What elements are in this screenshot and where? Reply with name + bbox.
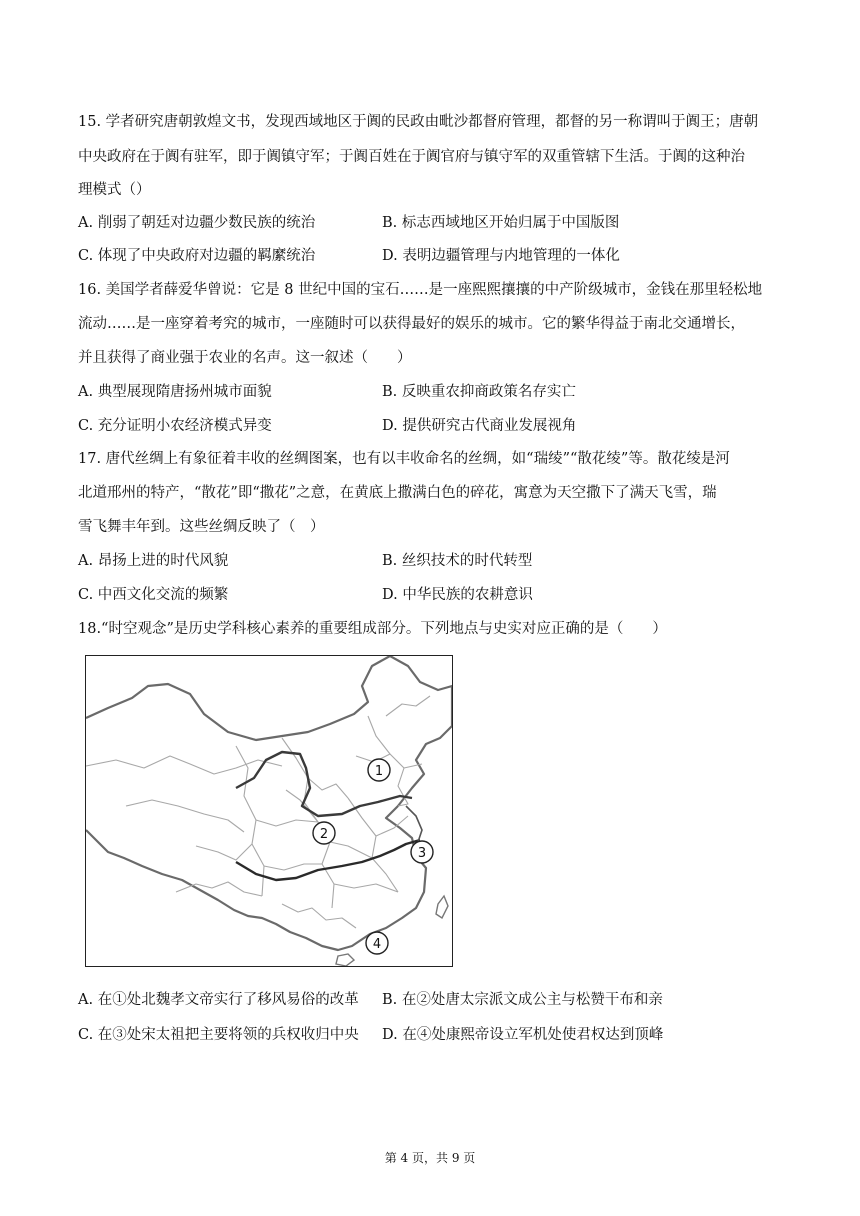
q18-option-d: D. 在④处康熙帝设立军机处使君权达到顶峰 <box>382 1027 664 1043</box>
svg-text:1: 1 <box>374 764 384 779</box>
q17-option-d: D. 中华民族的农耕意识 <box>382 587 533 603</box>
q16-option-c: C. 充分证明小农经济模式异变 <box>78 418 272 434</box>
q17-stem-line-1: 17. 唐代丝绸上有象征着丰收的丝绸图案，也有以丰收命名的丝绸，如“瑞绫”“散花绫”等。散花绫是河 <box>78 451 730 467</box>
q15-option-d: D. 表明边疆管理与内地管理的一体化 <box>382 248 620 264</box>
q16-stem-line-3: 并且获得了商业强于农业的名声。这一叙述（ ） <box>78 350 412 366</box>
page-footer: 第 4 页，共 9 页 <box>384 1151 476 1165</box>
q15-stem-line-2: 中央政府在于阗有驻军，即于阗镇守军；于阗百姓在于阗官府与镇守军的双重管辖下生活。于阗的这种治 <box>78 149 745 165</box>
marker-3 <box>411 841 433 863</box>
china-map-figure <box>85 655 453 967</box>
svg-text:4: 4 <box>372 937 382 952</box>
taiwan-island <box>436 896 448 918</box>
q15-option-b: B. 标志西域地区开始归属于中国版图 <box>382 215 620 231</box>
q17-stem-line-3: 雪飞舞丰年到。这些丝绸反映了（ ） <box>78 519 325 535</box>
q15-stem-line-3: 理模式（） <box>78 182 151 198</box>
q15-option-a: A. 削弱了朝廷对边疆少数民族的统治 <box>78 215 316 231</box>
q18-option-b: B. 在②处唐太宗派文成公主与松赞干布和亲 <box>382 992 663 1008</box>
q16-stem-line-2: 流动……是一座穿着考究的城市，一座随时可以获得最好的娱乐的城市。它的繁华得益于南北交通增长， <box>78 316 745 332</box>
q18-option-a: A. 在①处北魏孝文帝实行了移风易俗的改革 <box>78 992 359 1008</box>
china-outline-map <box>86 656 452 966</box>
q15-option-c: C. 体现了中央政府对边疆的羁縻统治 <box>78 248 316 264</box>
q17-stem-line-2: 北道邢州的特产，“散花”即“撒花”之意，在黄底上撒满白色的碎花，寓意为天空撒下了满天飞雪，瑞 <box>78 485 717 501</box>
q18-option-c: C. 在③处宋太祖把主要将领的兵权收归中央 <box>78 1027 359 1043</box>
svg-text:3: 3 <box>417 846 427 861</box>
marker-4 <box>366 932 388 954</box>
q16-stem-line-1: 16. 美国学者薛爱华曾说：它是 8 世纪中国的宝石……是一座熙熙攘攘的中产阶级城市，金钱在那里轻松地 <box>78 282 763 298</box>
q17-option-a: A. 昂扬上进的时代风貌 <box>78 553 229 569</box>
q15-stem-line-1: 15. 学者研究唐朝敦煌文书，发现西域地区于阗的民政由毗沙都督府管理，都督的另一称谓叫于阗王；唐朝 <box>78 114 759 130</box>
svg-text:2: 2 <box>319 827 329 842</box>
q17-option-c: C. 中西文化交流的频繁 <box>78 587 229 603</box>
q16-option-d: D. 提供研究古代商业发展视角 <box>382 418 577 434</box>
q17-option-b: B. 丝织技术的时代转型 <box>382 553 533 569</box>
q16-option-a: A. 典型展现隋唐扬州城市面貌 <box>78 384 272 400</box>
provincial-boundaries <box>86 696 430 928</box>
q18-stem: 18.“时空观念”是历史学科核心素养的重要组成部分。下列地点与史实对应正确的是（ ） <box>78 621 667 637</box>
marker-1 <box>368 759 390 781</box>
hainan-island <box>336 954 354 966</box>
marker-2 <box>313 822 335 844</box>
q16-option-b: B. 反映重农抑商政策名存实亡 <box>382 384 576 400</box>
